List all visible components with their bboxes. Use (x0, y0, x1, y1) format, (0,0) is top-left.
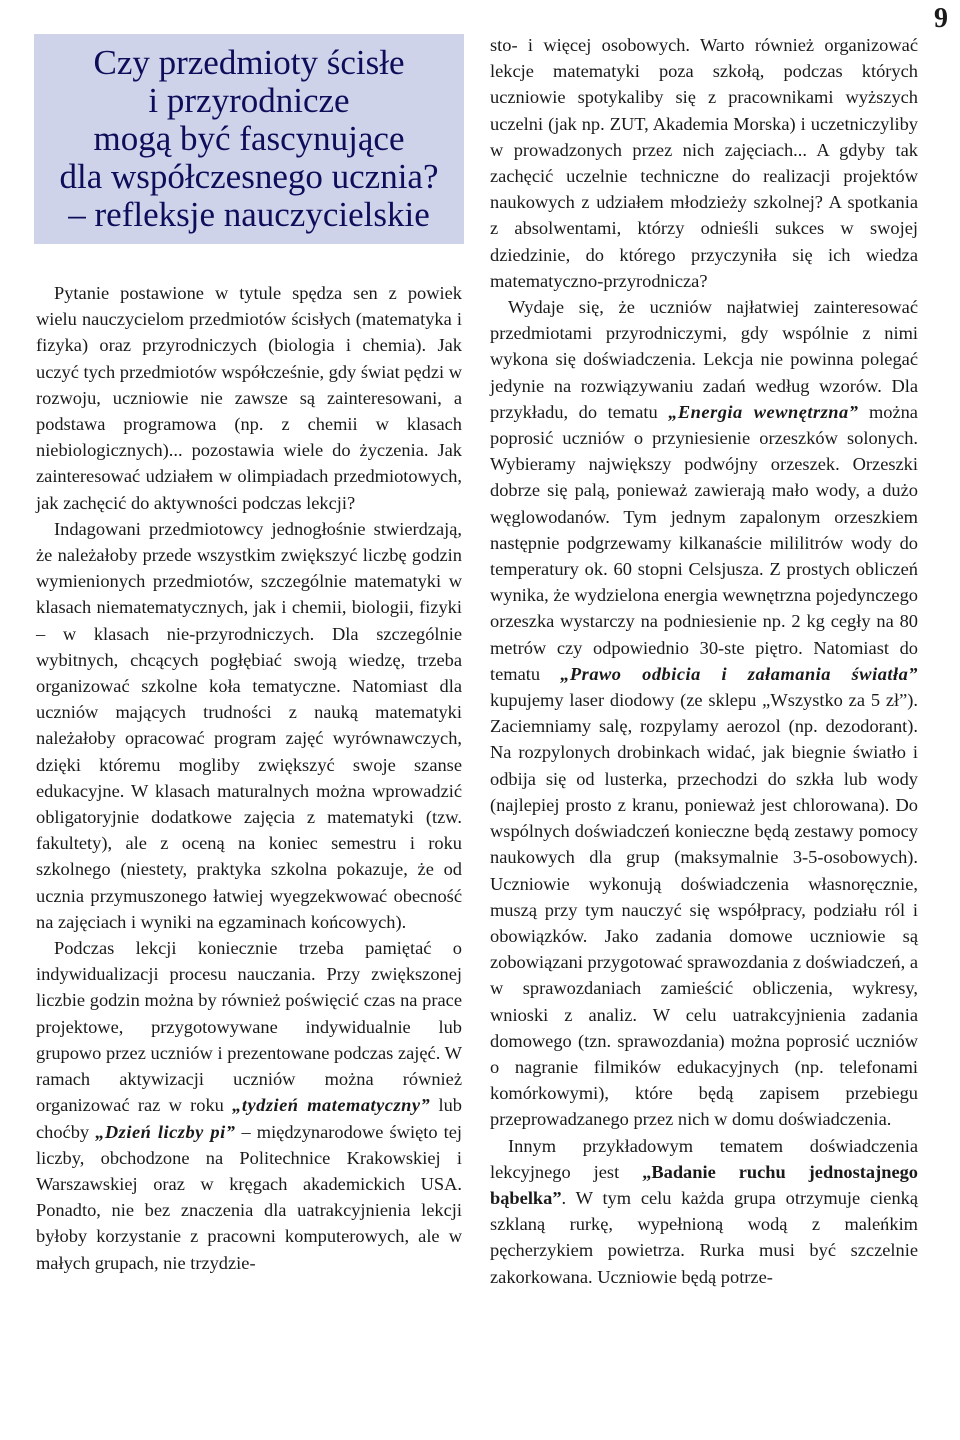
emphasis-dzien-liczby-pi: „Dzień liczby pi” (95, 1121, 236, 1142)
emphasis-badanie-ruchu: „Badanie ruchu jednostajnego bąbelka” (490, 1161, 918, 1208)
left-paragraph-1: Pytanie postawione w tytule spędza sen z powiek wielu nauczycielom przedmiotów ścisłych (matematyka i fizyka) oraz przyrodniczych (biologia i chemia). Jak uczyć tych przedmiotów współcześnie, gdy świat pędzi w rozwoju, uczniowie nie zawsze są zainteresowani, a podstawa programowa (np. z chemii w klasach niebiologicznych)... pozostawia wiele do życzenia. Jak zainteresować udziałem w olimpiadach przedmiotowych, jak zachęcić do aktywności podczas lekcji? (36, 283, 462, 513)
left-column (36, 280, 462, 1276)
left-paragraph-3-text-b: lub choćby (36, 1095, 462, 1142)
right-paragraph-3 (490, 1133, 918, 1290)
title-line-4: dla współczesnego ucznia? (59, 157, 439, 196)
left-paragraph-3 (36, 935, 462, 1276)
emphasis-tydzien-matematyczny: „tydzień matematyczny” (232, 1095, 431, 1116)
article-title-box (34, 34, 464, 244)
right-paragraph-2 (490, 294, 918, 1133)
right-paragraph-3-text-a: Innym przykładowym tematem doświadczenia lekcyjnego jest (490, 1135, 918, 1182)
right-paragraph-2-text-a: Wydaje się, że uczniów najłatwiej zainteresować przedmiotami przyrodniczymi, gdy wspólnie z nimi wykona się doświadczenia. Lekcja nie powinna polegać jedynie na rozwiązywaniu zadań według wzorów. Dla przykładu, do tematu (490, 297, 918, 422)
left-paragraph-3-text-a: Podczas lekcji koniecznie trzeba pamiętać o indywidualizacji procesu nauczania. Przy zwiększonej liczbie godzin można by również poświęcić czas na prace projektowe, przygotowywane indywidualnie lub grupowo przez uczniów i prezentowane podczas zajęć. W ramach aktywizacji uczniów można również organizować raz w roku (36, 938, 462, 1116)
right-paragraph-2-text-c: kupujemy laser diodowy (ze sklepu „Wszystko za 5 zł”). Zaciemniamy salę, rozpylamy aerozol (np. dezodorant). Na rozpylonych drobinkach widać, jak biegnie światło i odbija się od lusterka, przechodzi do szkła lub wody (najlepiej prosto z kranu, ponieważ jest chlorowana). Do wspólnych doświadczeń konieczne będą zestawy pomocy naukowych dla grup (maksymalnie 3-5-osobowych). Uczniowie wykonują doświadczenia własnoręcznie, muszą przy tym nauczyć się współpracy, podziału ról i obowiązków. Jako zadania domowe uczniowie są zobowiązani przygotować sprawozdania z doświadczeń, a w sprawozdaniach zamieścić obliczenia, wykresy, wnioski z analiz. W celu uatrakcyjnienia zadania domowego (tzn. sprawozdania) można poprosić uczniów o nagranie filmików edukacyjnych (np. telefonami komórkowymi), które będą zapisem przebiegu przeprowadzanego przez nich w domu doświadczenia. (490, 690, 918, 1130)
title-line-2: i przyrodnicze (148, 81, 350, 120)
right-paragraph-3-text-c: . W tym celu każda grupa otrzymuje cienką szklaną rurkę, wypełnioną wodą z maleńkim pęcherzykiem powietrza. Rurka musi być szczelnie zakorkowana. Uczniowie będą potrze- (490, 1187, 918, 1287)
right-paragraph-2-text-b: można poprosić uczniów o przyniesienie orzeszków solonych. Wybieramy największy podwójny orzeszek. Orzeszki dobrze się palą, ponieważ zawierają mało wody, a dużo węglowodanów. Tym jednym zapalonym orzeszkiem następnie podgrzewamy kilkanaście mililitrów wody do temperatury ok. 60 stopni Celsjusza. Z prostych obliczeń wynika, że wydzielona energia wewnętrzna pojedynczego orzeszka wystarczy na podniesienie np. 2 kg cegły na 80 metrów czy odpowiednio 30-ste piętro. Natomiast do tematu (490, 401, 918, 684)
right-paragraph-1: sto- i więcej osobowych. Warto również organizować lekcje matematyki poza szkołą, podczas których uczniowie spotykaliby się z pracownikami wyższych uczelni (jak np. ZUT, Akademia Morska) i uczetniczyliby w prowadzonych przez nich zajęciach... A gdyby tak zachęcić uczelnie techniczne do realizacji projektów naukowych z udziałem młodzieży szkolnej? A spotkania z absolwentami, którzy odnieśli sukces w swojej dziedzinie, do którego przyczyniła się ich wiedza matematyczno-przyrodnicza? (490, 35, 918, 291)
right-column (490, 32, 918, 1290)
left-paragraph-2: Indagowani przedmiotowcy jednogłośnie stwierdzają, że należałoby przede wszystkim zwiększyć liczbę godzin wymienionych przedmiotów, szczególnie matematyki w klasach niematematycznych, jak i chemii, biologii, fizyki – w klasach nie-przyrodniczych. Dla szczególnie wybitnych, chcących pogłębiać swoją wiedzę, trzeba organizować szkolne koła tematyczne. Natomiast dla uczniów mających trudności z nauką matematyki należałoby opracować program zajęć wyrównawczych, dzięki któremu mogliby zwiększyć swoje szanse edukacyjne. W klasach maturalnych można wprowadzić obligatoryjnie dodatkowe zajęcia z matematyki (tzw. fakultety), ale z oceną na koniec semestru i roku szkolnego (niestety, praktyka szkolna pokazuje, że od ucznia przymuszonego łatwiej wyegzekwować obecność na zajęciach i wyniki na egzaminach końcowych). (36, 518, 462, 932)
emphasis-energia-wewnetrzna: „Energia wewnętrzna” (668, 401, 859, 422)
title-line-1: Czy przedmioty ścisłe (93, 43, 405, 82)
left-paragraph-3-text-c: – międzynarodowe święto tej liczby, obchodzone na Politechnice Krakowskiej i Warszawskiej oraz w kręgach akademickich USA. Ponadto, nie bez znaczenia dla uatrakcyjnienia lekcji byłoby korzystanie z pracowni komputerowych, ale w małych grupach, nie trzydzie- (36, 1121, 463, 1273)
emphasis-prawo-odbicia: „Prawo odbicia i załamania światła” (560, 663, 918, 684)
title-line-3: mogą być fascynujące (93, 119, 405, 158)
title-line-5: – refleksje nauczycielskie (68, 195, 430, 234)
page-number: 9 (934, 3, 948, 34)
